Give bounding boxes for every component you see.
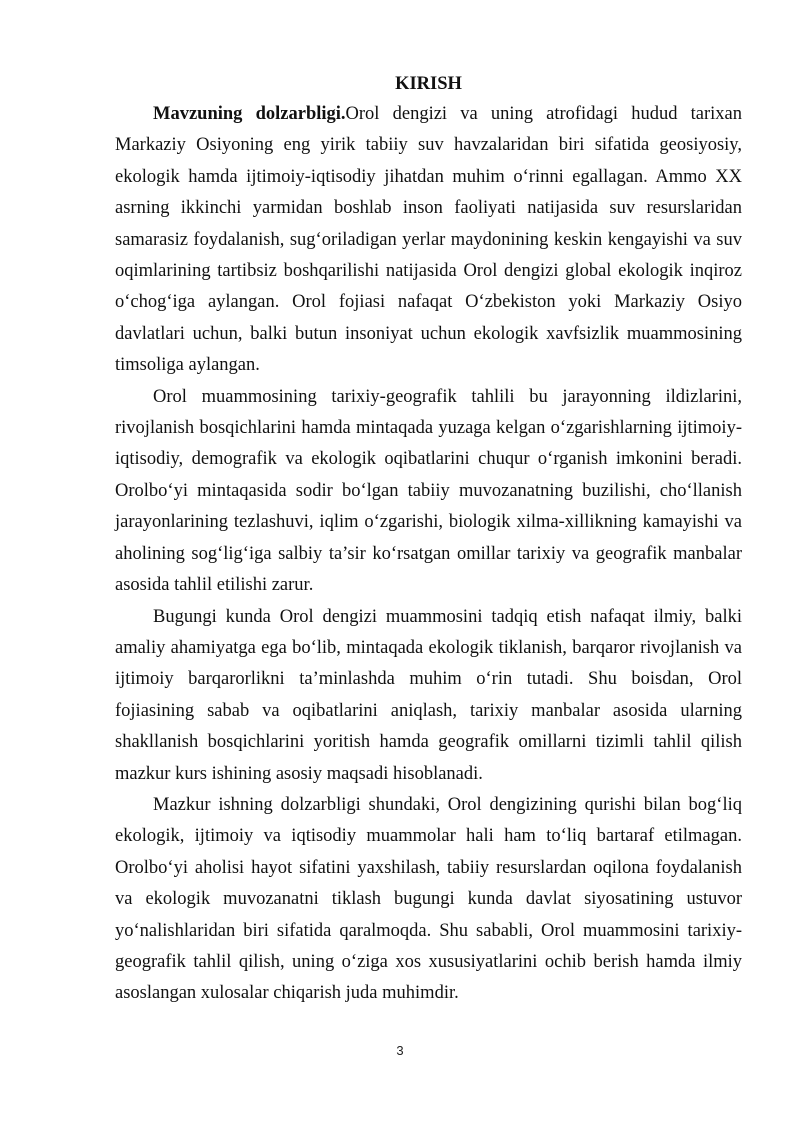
section-title: KIRISH bbox=[395, 74, 462, 94]
paragraph-lead: Mavzuning dolzarbligi. bbox=[153, 104, 346, 124]
paragraph-relevance bbox=[115, 99, 742, 382]
paragraph-research: Bugungi kunda Orol dengizi muammosini tadqiq etish nafaqat ilmiy, balki amaliy ahamiyatga ega bo‘lib, mintaqada ekologik tiklanish, barqaror rivojlanish va ijtimoiy barqarorlikni ta’minlashda muhim o‘rin tutadi. Shu boisdan, Orol fojiasining sabab va oqibatlarini aniqlash, tarixiy manbalar asosida ularning shakllanish bosqichlarini yoritish hamda geografik omillarni tizimli tahlil qilish mazkur kurs ishining asosiy maqsadi hisoblanadi. bbox=[115, 606, 742, 784]
paragraph-text: Orol dengizi va uning atrofidagi hudud tarixan Markaziy Osiyoning eng yirik tabiiy suv havzalaridan biri sifatida geosiyosiy, ekologik hamda ijtimoiy-iqtisodiy jihatdan muhim o‘rinni egallagan. Ammo XX asrning ikkinchi yarmidan boshlab inson faoliyati natijasida suv resurslaridan samarasiz foydalanish, sug‘oriladigan yerlar maydonining keskin kengayishi va suv oqimlarining tartibsiz boshqarilishi natijasida Orol dengizi global ekologik inqiroz o‘chog‘iga aylangan. Orol fojiasi nafaqat O‘zbekiston yoki Markaziy Osiyo davlatlari uchun, balki butun insoniyat uchun ekologik xavfsizlik muammosining timsoliga aylangan. bbox=[115, 104, 742, 376]
paragraph-importance: Mazkur ishning dolzarbligi shundaki, Orol dengizining qurishi bilan bog‘liq ekologik, ijtimoiy va iqtisodiy muammolar hali ham to‘liq bartaraf etilmagan. Orolbo‘yi aholisi hayot sifatini yaxshilash, tabiiy resurslardan oqilona foydalanish va ekologik muvozanatni tiklash bugungi kunda davlat siyosatining ustuvor yo‘nalishlaridan biri sifatida qaralmoqda. Shu sababli, Orol muammosini tarixiy-geografik tahlil qilish, uning o‘ziga xos xususiyatlarini ochib berish hamda ilmiy asoslangan xulosalar chiqarish juda muhimdir. bbox=[115, 794, 742, 1004]
paragraph-analysis: Orol muammosining tarixiy-geografik tahlili bu jarayonning ildizlarini, rivojlanish bosqichlarini hamda mintaqada yuzaga kelgan o‘zgarishlarning ijtimoiy-iqtisodiy, demografik va ekologik oqibatlarini chuqur o‘rganish imkonini beradi. Orolbo‘yi mintaqasida sodir bo‘lgan tabiiy muvozanatning buzilishi, cho‘llanish jarayonlarining tezlashuvi, iqlim o‘zgarishi, biologik xilma-xillikning kamayishi va aholining sog‘lig‘iga salbiy ta’sir ko‘rsatgan omillar tarixiy va geografik manbalar asosida tahlil etilishi zarur. bbox=[115, 386, 742, 596]
page-content bbox=[115, 72, 742, 1010]
page-number: 3 bbox=[396, 1043, 404, 1058]
